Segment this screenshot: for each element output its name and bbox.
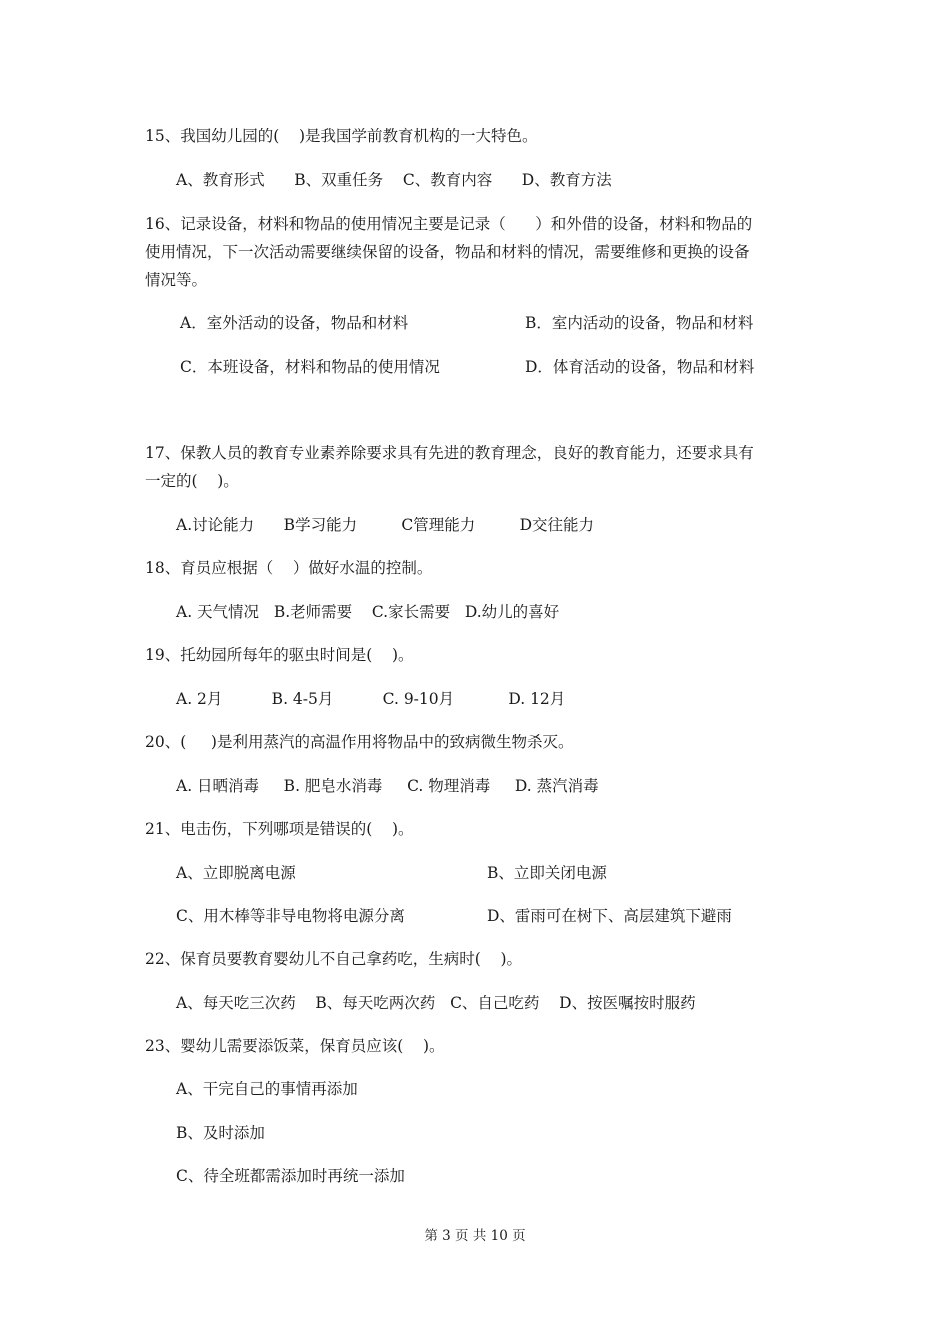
question-23-text: 23、婴幼儿需要添饭菜，保育员应该( )。 [145,1037,445,1055]
question-16-text-line-3: 情况等。 [145,271,208,289]
question-20-text: 20、( )是利用蒸汽的高温作用将物品中的致病微生物杀灭。 [145,733,574,751]
question-22-options: A、每天吃三次药 B、每天吃两次药 C、自己吃药 D、按医嘱按时服药 [176,994,696,1012]
question-16-option-d: D．体育活动的设备，物品和材料 [525,358,755,376]
question-16-option-b: B．室内活动的设备，物品和材料 [525,314,754,332]
question-21-option-a: A、立即脱离电源 [176,864,296,882]
question-22-text: 22、保育员要教育婴幼儿不自己拿药吃，生病时( )。 [145,950,523,968]
question-23-option-c: C、待全班都需添加时再统一添加 [176,1167,405,1185]
question-17-options: A.讨论能力 B学习能力 C管理能力 D交往能力 [176,516,595,534]
question-18-text: 18、育员应根据（ ）做好水温的控制。 [145,559,433,577]
question-17-text-line-1: 17、保教人员的教育专业素养除要求具有先进的教育理念，良好的教育能力，还要求具有 [145,444,754,462]
question-23-option-b: B、及时添加 [176,1124,265,1142]
question-21-option-d: D、雷雨可在树下、高层建筑下避雨 [487,907,732,925]
page-number-footer: 第 3 页 共 10 页 [424,1228,526,1244]
question-15-options: A、教育形式 B、双重任务 C、教育内容 D、教育方法 [176,171,612,189]
question-23-option-a: A、干完自己的事情再添加 [176,1080,358,1098]
question-16-text-line-2: 使用情况，下一次活动需要继续保留的设备，物品和材料的情况，需要维修和更换的设备 [145,243,750,261]
question-18-options: A. 天气情况 B.老师需要 C.家长需要 D.幼儿的喜好 [176,603,560,621]
question-20-options: A. 日晒消毒 B. 肥皂水消毒 C. 物理消毒 D. 蒸汽消毒 [176,777,599,795]
question-16-text-line-1: 16、记录设备，材料和物品的使用情况主要是记录（ ）和外借的设备，材料和物品的 [145,215,753,233]
question-21-text: 21、电击伤，下列哪项是错误的( )。 [145,820,414,838]
question-17-text-line-2: 一定的( )。 [145,472,239,490]
question-21-option-c: C、用木棒等非导电物将电源分离 [176,907,405,925]
question-15-text: 15、我国幼儿园的( )是我国学前教育机构的一大特色。 [145,127,538,145]
question-21-option-b: B、立即关闭电源 [487,864,607,882]
question-16-option-a: A．室外活动的设备，物品和材料 [180,314,409,332]
question-19-options: A. 2月 B. 4-5月 C. 9-10月 D. 12月 [176,690,566,708]
question-19-text: 19、托幼园所每年的驱虫时间是( )。 [145,646,414,664]
question-16-option-c: C．本班设备，材料和物品的使用情况 [180,358,440,376]
